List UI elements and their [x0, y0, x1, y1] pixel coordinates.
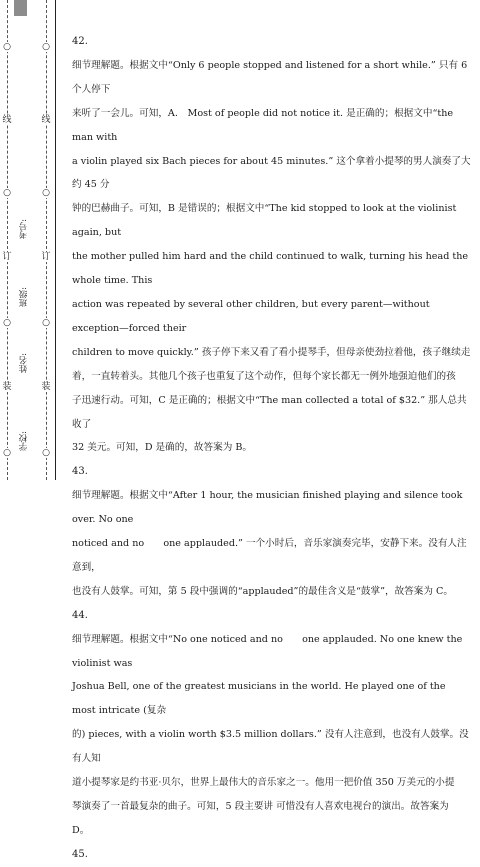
outer-circle-mark: ○ [0, 42, 14, 52]
question-number: 42. [72, 36, 88, 47]
inner-circle-mark: ○ [39, 318, 53, 328]
margin-grey-strip [14, 0, 27, 16]
inner-line-mark: 线 [39, 115, 53, 125]
text-line: a violin played six Bach pieces for about 45 minutes.” 这个拿着小提琴的男人演奏了大约 45 分 [72, 155, 471, 191]
text-line: Joshua Bell, one of the greatest musicians in the world. He played one of the most intricate (复杂 [72, 681, 446, 717]
text-line: 钟的巴赫曲子。可知，B 是错误的；根据文中“The kid stopped to look at the violinist again, but [72, 203, 457, 239]
binding-margin [0, 0, 62, 480]
inner-circle-mark: ○ [39, 42, 53, 52]
outer-circle-mark: ○ [0, 188, 14, 198]
question-number: 44. [72, 609, 88, 621]
text-line: 32 美元。可知，D 是确的，故答案为 B。 [72, 442, 253, 454]
exam-number-field-label: 考号: [19, 219, 29, 239]
outer-line-mark: 线 [0, 115, 14, 125]
inner-circle-mark: ○ [39, 448, 53, 458]
text-line: 着，一直转着头。其他几个孩子也重复了这个动作，但每个家长都无一例外地强迫他们的孩 [72, 370, 456, 382]
text-line: the mother pulled him hard and the child continued to walk, turning his head the whole time. This [72, 251, 469, 287]
text-line: noticed and no one applauded.” 一个小时后，音乐家演奏完毕，安静下来。没有人注意到， [72, 538, 467, 573]
answer-explanations [72, 30, 472, 867]
outer-order-mark: 订 [0, 252, 14, 262]
text-line: 细节理解题。根据文中“No one noticed and no one applauded. No one knew the violinist was [72, 633, 463, 669]
text-line: 的) pieces, with a violin worth $3.5 million dollars.” 没有人注意到，也没有人鼓掌。没有人知 [72, 729, 469, 765]
text-line: D。 [72, 824, 90, 836]
text-line: action was repeated by several other children, but every parent—without exception—forced their [72, 298, 430, 334]
text-line: children to move quickly.” 孩子停下来又看了看小提琴手，但母亲使劲拉着他，孩子继续走 [72, 346, 471, 358]
outer-cut-line [7, 0, 8, 480]
inner-cut-line [46, 0, 47, 480]
text-line: 琴演奏了一首最复杂的曲子。可知，5 段主要讲 可惜没有人喜欢电视台的演出。故答案为 [72, 801, 449, 812]
text-line: 来听了一会儿。可知，A. Most of people did not notice it. 是正确的；根据文中“the man with [72, 107, 454, 143]
outer-circle-mark: ○ [0, 448, 14, 458]
name-field-label: 姓名: [19, 353, 29, 373]
text-line: 也没有人鼓掌。可知，第 5 段中强调的“applauded”的最佳含义是“鼓掌”，故答案为 C。 [72, 585, 453, 597]
text-line: 子迅速行动。可知，C 是正确的；根据文中“The man collected a total of $32.” 那人总共收了 [72, 394, 467, 430]
class-field-label: 班级: [19, 287, 29, 307]
outer-circle-mark: ○ [0, 318, 14, 328]
text-line: 细节理解题。根据文中“After 1 hour, the musician finished playing and silence took over. No one [72, 490, 463, 526]
text-line: 道小提琴家是约书亚·贝尔，世界上最伟大的音乐家之一。他用一把价值 350 万美元的小提 [72, 777, 455, 789]
margin-border-line [55, 0, 56, 480]
text-line: 细节理解题。根据文中“Only 6 people stopped and listened for a short while.” 只有 6 个人停下 [72, 59, 468, 95]
inner-order-mark: 订 [39, 252, 53, 262]
inner-bind-mark: 装 [39, 382, 53, 392]
inner-circle-mark: ○ [39, 188, 53, 198]
question-number: 43. [72, 466, 88, 478]
question-number: 45. [72, 848, 88, 860]
outer-bind-mark: 装 [0, 382, 14, 392]
school-field-label: 学校: [19, 431, 29, 451]
